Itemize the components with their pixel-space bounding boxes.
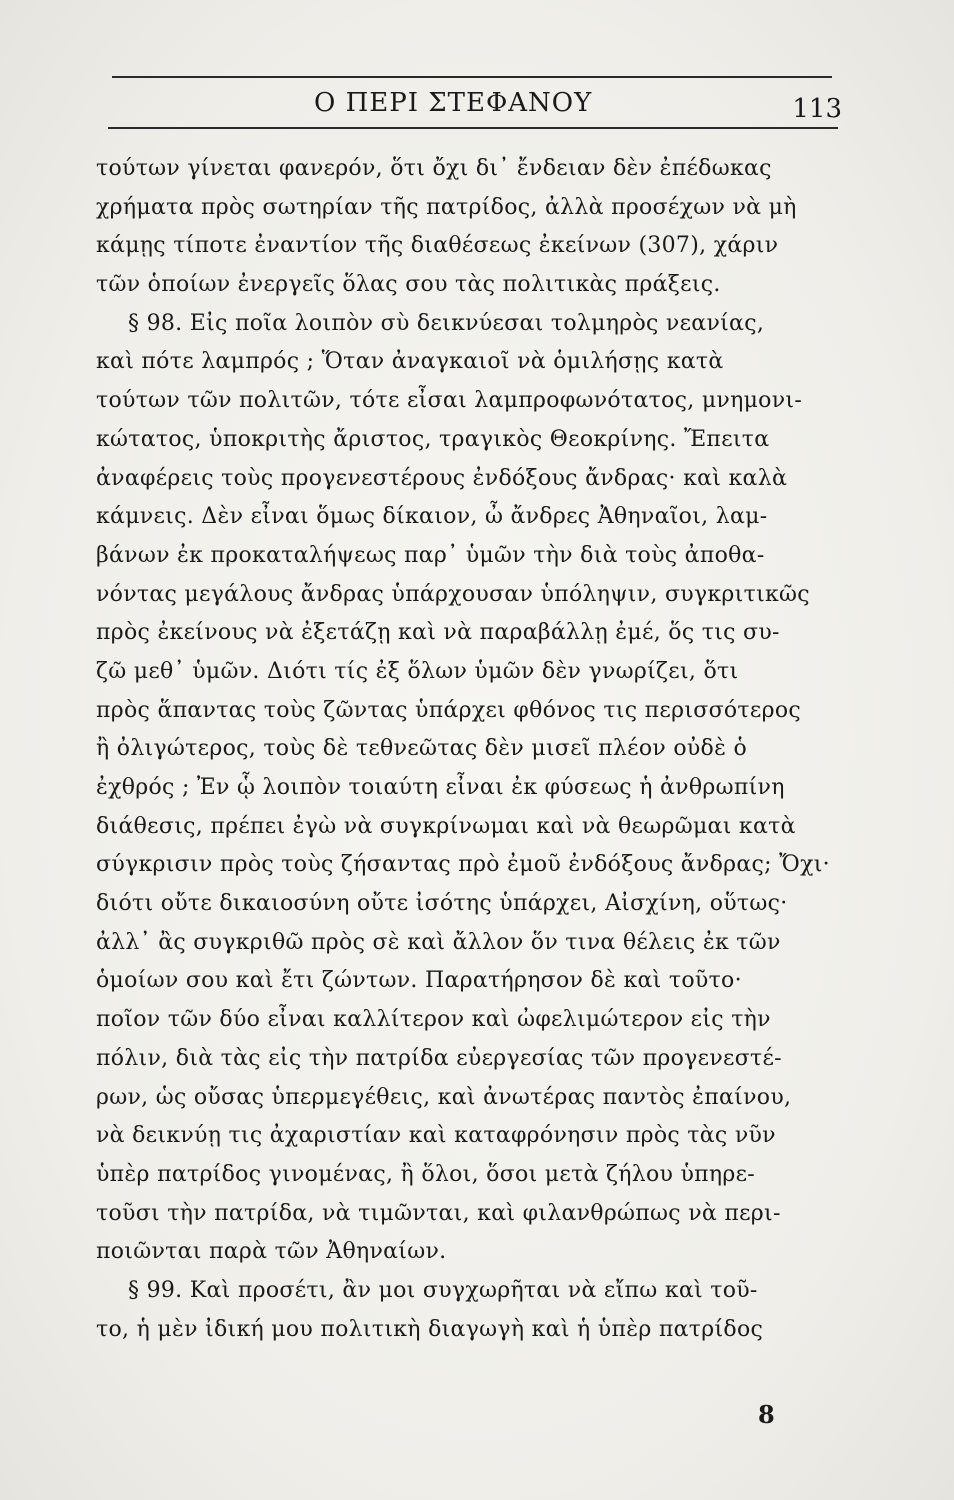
text-line: καὶ πότε λαμπρός ; Ὅταν ἀναγκαιοῖ νὰ ὁμιλήσῃς κατὰ [96, 349, 724, 375]
body-text [96, 150, 836, 1349]
text-line: νὰ δεικνύῃ τις ἀχαριστίαν καὶ καταφρόνησιν πρὸς τὰς νῦν [96, 1123, 776, 1149]
text-line: ἢ ὀλιγώτερος, τοὺς δὲ τεθνεῶτας δὲν μισεῖ πλέον οὐδὲ ὁ [96, 736, 748, 762]
text-line: βάνων ἐκ προκαταλήψεως παρ᾽ ὑμῶν τὴν διὰ τοὺς ἀποθα- [96, 542, 765, 568]
header-rule [108, 127, 838, 129]
text-line: ἐχθρός ; Ἐν ᾧ λοιπὸν τοιαύτη εἶναι ἐκ φύσεως ἡ ἀνθρωπίνη [96, 775, 785, 800]
text-line: χρήματα πρὸς σωτηρίαν τῆς πατρίδος, ἀλλὰ προσέχων νὰ μὴ [96, 194, 797, 220]
text-line: κάμῃς τίποτε ἐναντίον τῆς διαθέσεως ἐκείνων (307), χάριν [96, 233, 779, 259]
text-line: νόντας μεγάλους ἄνδρας ὑπάρχουσαν ὑπόληψιν, συγκριτικῶς [96, 581, 810, 607]
section-98-start: § 98. Εἰς ποῖα λοιπὸν σὺ δεικνύεσαι τολμηρὸς νεανίας, [128, 310, 765, 336]
page-header [108, 88, 848, 128]
text-line: σύγκρισιν πρὸς τοὺς ζήσαντας πρὸ ἐμοῦ ἐνδόξους ἄνδρας; Ὄχι· [96, 852, 830, 878]
text-line: κώτατος, ὑποκριτὴς ἄριστος, τραγικὸς Θεοκρίνης. Ἔπειτα [96, 426, 770, 452]
text-line: ὑπὲρ πατρίδος γινομένας, ἢ ὅλοι, ὅσοι μετὰ ζήλου ὑπηρε- [96, 1161, 756, 1187]
text-line: ρων, ὡς οὔσας ὑπερμεγέθεις, καὶ ἀνωτέρας παντὸς ἐπαίνου, [96, 1084, 792, 1110]
text-line: τοῦσι τὴν πατρίδα, νὰ τιμῶνται, καὶ φιλανθρώπως νὰ περι- [96, 1200, 781, 1226]
text-line: πρὸς ἐκείνους νὰ ἐξετάζῃ καὶ νὰ παραβάλλῃ ἐμέ, ὅς τις συ- [96, 620, 780, 646]
section-99-start: § 99. Καὶ προσέτι, ἂν μοι συγχωρῆται νὰ εἴπω καὶ τοῦ- [128, 1277, 758, 1303]
text-line: διότι οὔτε δικαιοσύνη οὔτε ἰσότης ὑπάρχει, Αἰσχίνη, οὕτως· [96, 891, 788, 917]
text-line: ὁμοίων σου καὶ ἔτι ζώντων. Παρατήρησον δὲ καὶ τοῦτο· [96, 968, 742, 994]
page-number: 113 [792, 94, 842, 124]
text-line: ποιῶνται παρὰ τῶν Ἀθηναίων. [96, 1239, 447, 1265]
text-line: ζῶ μεθ᾽ ὑμῶν. Διότι τίς ἐξ ὅλων ὑμῶν δὲν γνωρίζει, ὅτι [96, 658, 739, 684]
text-line: τούτων τῶν πολιτῶν, τότε εἶσαι λαμπροφωνότατος, μνημονι- [96, 388, 803, 414]
text-line: ἀναφέρεις τοὺς προγενεστέρους ἐνδόξους ἄνδρας· καὶ καλὰ [96, 465, 788, 491]
running-title: Ο ΠΕΡΙ ΣΤΕΦΑΝΟΥ [314, 88, 593, 118]
text-line: το, ἡ μὲν ἰδική μου πολιτικὴ διαγωγὴ καὶ ἡ ὑπὲρ πατρίδος [96, 1316, 764, 1342]
text-line: ποῖον τῶν δύο εἶναι καλλίτερον καὶ ὠφελιμώτερον εἰς τὴν [96, 1007, 771, 1033]
text-line: τούτων γίνεται φανερόν, ὅτι ὄχι δι᾽ ἔνδειαν δὲν ἐπέδωκας [96, 156, 772, 181]
text-line: τῶν ὁποίων ἐνεργεῖς ὅλας σου τὰς πολιτικὰς πράξεις. [96, 272, 721, 298]
text-line: ἀλλ᾽ ἂς συγκριθῶ πρὸς σὲ καὶ ἄλλον ὅν τινα θέλεις ἐκ τῶν [96, 929, 781, 955]
top-rule [112, 76, 832, 78]
text-line: πόλιν, διὰ τὰς εἰς τὴν πατρίδα εὐεργεσίας τῶν προγενεστέ- [96, 1045, 782, 1071]
text-line: πρὸς ἅπαντας τοὺς ζῶντας ὑπάρχει φθόνος τις περισσότερος [96, 697, 801, 723]
signature-mark: 8 [758, 1400, 775, 1429]
text-line: κάμνεις. Δὲν εἶναι ὅμως δίκαιον, ὦ ἄνδρες Ἀθηναῖοι, λαμ- [96, 504, 768, 530]
text-line: διάθεσις, πρέπει ἐγὼ νὰ συγκρίνωμαι καὶ νὰ θεωρῶμαι κατὰ [96, 813, 796, 839]
